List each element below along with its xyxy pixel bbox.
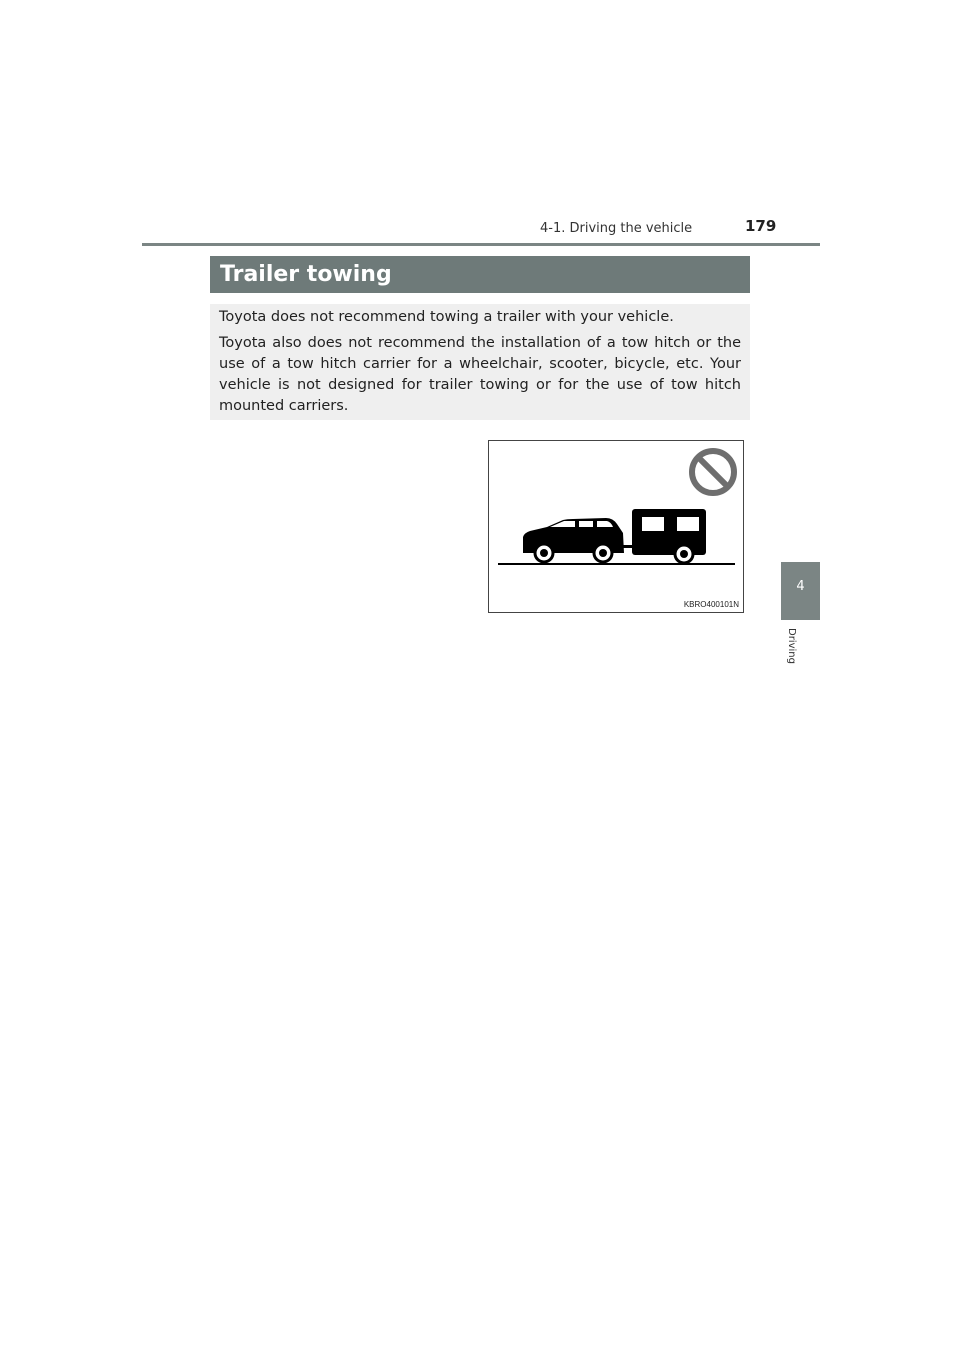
chapter-number: 4: [796, 579, 805, 594]
figure-illustration: [489, 441, 743, 612]
intro-paragraph-1: Toyota does not recommend towing a trailer with your vehicle.: [219, 309, 674, 325]
chapter-label: [786, 628, 806, 678]
figure-code: KBRO400101N: [683, 600, 739, 609]
intro-paragraph-2: Toyota also does not recommend the installation of a tow hitch or the use of a tow hitch carrier for a wheelchair, scooter, bicycle, etc. Your vehicle is not designed for trailer towing or for the use of tow hitch mounted carriers.: [219, 335, 741, 414]
chapter-label-text: Driving: [786, 628, 797, 664]
trailer-figure: [488, 440, 744, 613]
chapter-tab: [781, 562, 820, 620]
prohibition-icon: [692, 451, 734, 493]
car-icon: [523, 518, 633, 562]
intro-box: [210, 304, 750, 420]
page-number: 179: [745, 217, 777, 235]
trailer-icon: [632, 509, 706, 563]
section-title: 4-1. Driving the vehicle: [540, 221, 693, 236]
page-title: Trailer towing: [210, 256, 750, 293]
header-rule: [142, 243, 820, 246]
